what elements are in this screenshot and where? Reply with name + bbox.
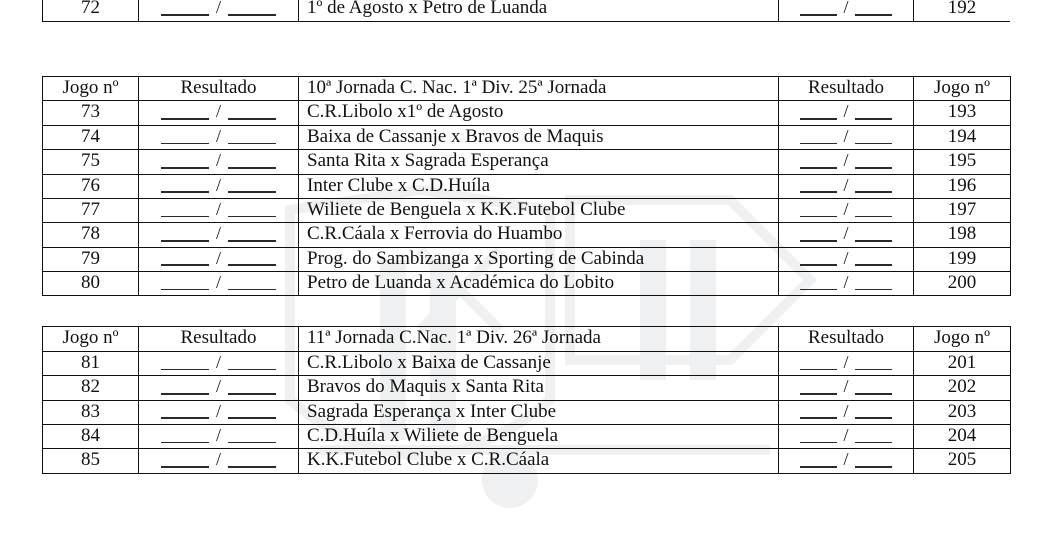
result-slash: /	[843, 174, 849, 195]
result-slash: /	[215, 101, 221, 122]
section-spacer	[42, 46, 1010, 76]
result-right[interactable]	[779, 247, 914, 271]
game-number-right: 200	[914, 272, 1011, 296]
result-right[interactable]	[779, 376, 914, 400]
game-number-left: 84	[43, 424, 139, 448]
table-row	[43, 424, 1011, 448]
match-label: Bravos do Maquis x Santa Rita	[299, 376, 779, 400]
result-right[interactable]	[779, 150, 914, 174]
table-row	[43, 150, 1011, 174]
game-number-left: 75	[43, 150, 139, 174]
result-left[interactable]	[139, 449, 299, 473]
result-left[interactable]	[139, 247, 299, 271]
game-number-right: 198	[914, 223, 1011, 247]
match-label: 1º de Agosto x Petro de Luanda	[299, 0, 779, 21]
game-number-right: 195	[914, 150, 1011, 174]
table-row	[43, 400, 1011, 424]
result-left[interactable]	[139, 150, 299, 174]
match-label: Sagrada Esperança x Inter Clube	[299, 400, 779, 424]
table-row	[43, 449, 1011, 473]
table-jornada-11	[42, 326, 1011, 473]
result-slash: /	[215, 400, 221, 421]
result-right[interactable]	[779, 125, 914, 149]
match-label: C.R.Cáala x Ferrovia do Huambo	[299, 223, 779, 247]
result-left[interactable]	[139, 198, 299, 222]
header-result-right: Resultado	[779, 77, 914, 101]
match-label: Baixa de Cassanje x Bravos de Maquis	[299, 125, 779, 149]
result-slash: /	[215, 376, 221, 397]
header-game-number-right: Jogo nº	[914, 77, 1011, 101]
result-left[interactable]	[139, 351, 299, 375]
result-right[interactable]	[779, 0, 914, 21]
result-left[interactable]	[139, 0, 299, 21]
result-slash: /	[843, 351, 849, 372]
result-slash: /	[843, 272, 849, 292]
result-right[interactable]	[779, 424, 914, 448]
result-left[interactable]	[139, 125, 299, 149]
game-number-right: 196	[914, 174, 1011, 198]
result-slash: /	[215, 449, 221, 470]
game-number-left: 80	[43, 272, 139, 296]
game-number-right: 192	[914, 0, 1011, 21]
table-row	[43, 101, 1011, 125]
result-left[interactable]	[139, 400, 299, 424]
game-number-left: 82	[43, 376, 139, 400]
header-game-number-right: Jogo nº	[914, 327, 1011, 351]
header-game-number-left: Jogo nº	[43, 327, 139, 351]
game-number-right: 203	[914, 400, 1011, 424]
game-number-left: 81	[43, 351, 139, 375]
match-label: C.R.Libolo x1º de Agosto	[299, 101, 779, 125]
result-slash: /	[843, 125, 849, 146]
table-header-row	[43, 77, 1011, 101]
result-slash: /	[843, 198, 849, 219]
result-slash: /	[215, 247, 221, 268]
result-left[interactable]	[139, 376, 299, 400]
game-number-right: 193	[914, 101, 1011, 125]
result-slash: /	[215, 351, 221, 372]
result-right[interactable]	[779, 449, 914, 473]
header-result-right: Resultado	[779, 327, 914, 351]
game-number-right: 199	[914, 247, 1011, 271]
table-row	[43, 174, 1011, 198]
game-number-left: 77	[43, 198, 139, 222]
result-slash: /	[215, 424, 221, 445]
result-right[interactable]	[779, 101, 914, 125]
result-slash: /	[215, 223, 221, 244]
result-slash: /	[843, 0, 849, 18]
result-left[interactable]	[139, 223, 299, 247]
game-number-left: 73	[43, 101, 139, 125]
result-slash: /	[215, 272, 221, 292]
result-left[interactable]	[139, 424, 299, 448]
game-number-left: 79	[43, 247, 139, 271]
table-jornada-10	[42, 76, 1011, 296]
result-slash: /	[215, 0, 221, 18]
result-slash: /	[215, 150, 221, 171]
header-round-title: 11ª Jornada C.Nac. 1ª Div. 26ª Jornada	[299, 327, 779, 351]
result-slash: /	[843, 424, 849, 445]
result-slash: /	[215, 174, 221, 195]
game-number-right: 201	[914, 351, 1011, 375]
match-label: C.R.Libolo x Baixa de Cassanje	[299, 351, 779, 375]
result-right[interactable]	[779, 272, 914, 296]
result-slash: /	[843, 223, 849, 244]
table-row	[43, 247, 1011, 271]
header-result-left: Resultado	[139, 327, 299, 351]
result-right[interactable]	[779, 400, 914, 424]
result-right[interactable]	[779, 351, 914, 375]
result-right[interactable]	[779, 174, 914, 198]
game-number-right: 194	[914, 125, 1011, 149]
match-label: Petro de Luanda x Académica do Lobito	[299, 272, 779, 296]
table-row	[43, 376, 1011, 400]
table-top-partial-wrapper	[42, 0, 1010, 46]
result-slash: /	[215, 198, 221, 219]
header-result-left: Resultado	[139, 77, 299, 101]
table-row	[43, 351, 1011, 375]
match-label: C.D.Huíla x Wiliete de Benguela	[299, 424, 779, 448]
match-label: Wiliete de Benguela x K.K.Futebol Clube	[299, 198, 779, 222]
game-number-right: 197	[914, 198, 1011, 222]
table-row	[43, 0, 1011, 21]
result-left[interactable]	[139, 174, 299, 198]
result-slash: /	[843, 400, 849, 421]
game-number-left: 76	[43, 174, 139, 198]
table-header-row	[43, 327, 1011, 351]
result-left[interactable]	[139, 272, 299, 296]
result-slash: /	[843, 247, 849, 268]
game-number-left: 72	[43, 0, 139, 21]
header-game-number-left: Jogo nº	[43, 77, 139, 101]
game-number-right: 205	[914, 449, 1011, 473]
table-row	[43, 272, 1011, 296]
game-number-left: 83	[43, 400, 139, 424]
table-row	[43, 125, 1011, 149]
result-left[interactable]	[139, 101, 299, 125]
match-label: Santa Rita x Sagrada Esperança	[299, 150, 779, 174]
result-slash: /	[215, 125, 221, 146]
table-top-partial	[42, 0, 1010, 22]
result-right[interactable]	[779, 223, 914, 247]
game-number-right: 204	[914, 424, 1011, 448]
game-number-left: 78	[43, 223, 139, 247]
table-row	[43, 198, 1011, 222]
game-number-right: 202	[914, 376, 1011, 400]
result-slash: /	[843, 376, 849, 397]
header-round-title: 10ª Jornada C. Nac. 1ª Div. 25ª Jornada	[299, 77, 779, 101]
match-label: Prog. do Sambizanga x Sporting de Cabinda	[299, 247, 779, 271]
match-label: Inter Clube x C.D.Huíla	[299, 174, 779, 198]
result-slash: /	[843, 101, 849, 122]
match-label: K.K.Futebol Clube x C.R.Cáala	[299, 449, 779, 473]
game-number-left: 85	[43, 449, 139, 473]
table-row	[43, 223, 1011, 247]
result-slash: /	[843, 150, 849, 171]
game-number-left: 74	[43, 125, 139, 149]
section-spacer	[42, 296, 1010, 326]
result-slash: /	[843, 449, 849, 470]
result-right[interactable]	[779, 198, 914, 222]
